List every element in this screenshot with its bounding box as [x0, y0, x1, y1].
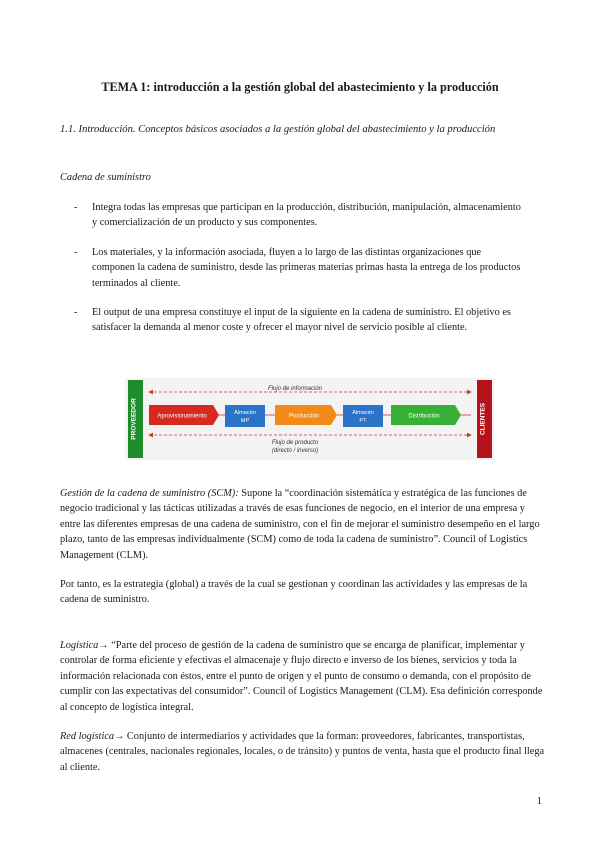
strategy-paragraph: Por tanto, es la estrategia (global) a través de la cual se gestionan y coordinan las actividades y las empresas de la cadena de suministro. [60, 579, 528, 606]
section-subtitle: 1.1. Introducción. Conceptos básicos asociados a la gestión global del abastecimiento y la producción [60, 124, 496, 135]
scm-paragraph [60, 486, 545, 563]
logistics-paragraph [60, 638, 545, 715]
bullet-text: Los materiales, y la información asociada, fluyen a lo largo de las distintas organizaciones que componen la cadena de suministro, desde las primeras materias primas hasta la entrega de los productos terminados al cliente. [92, 247, 521, 289]
stage-label: PT [359, 418, 367, 424]
stage-label: Distribución [408, 413, 440, 420]
bullet-dash: - [74, 247, 78, 258]
product-flow-sublabel: (directo / inverso) [271, 448, 319, 454]
network-text: Conjunto de intermediarios y actividades que la forman: proveedores, fabricantes, transportistas, almacenes (centrales, nacionales regionales, locales, o de tránsito) y puntos de venta, hasta que el producto final llega al cliente. [60, 731, 545, 773]
logistics-term: Logística [60, 640, 99, 651]
bullet-text: El output de una empresa constituye el input de la siguiente en la cadena de suministro. El objetivo es satisfacer la demanda al menor coste y ofrecer el mayor nivel de servicio posible al cliente. [92, 307, 511, 334]
supply-chain-diagram [125, 378, 495, 460]
stage-label: Almacén [352, 410, 374, 416]
bullet-dash: - [74, 202, 78, 213]
network-arrow: → [114, 731, 125, 742]
supplier-label: PROVEEDOR [130, 398, 138, 440]
scm-term: Gestión de la cadena de suministro (SCM): [60, 488, 239, 499]
info-flow-label: Flujo de información [267, 386, 323, 392]
customers-label: CLIENTES [479, 402, 487, 436]
product-flow-label: Flujo de producto [271, 440, 319, 446]
stage-label: Producción [288, 413, 320, 420]
scm-text: Supone la “coordinación sistemática y estratégica de las funciones de negocio tradicional y las tácticas utilizadas a través de esas funciones de negocio, en el interior de una empresa y entre las diferentes empresas de una cadena de suministro, con el fin de mejorar el suministro desempeño en el largo plazo, tanto de las empresas individualmente (SCM) como de toda la cadena de suministro”. Council of Logistics Management (CLM). [60, 488, 540, 561]
logistics-text: “Parte del proceso de gestión de la cadena de suministro que se encarga de planificar, implementar y controlar de forma eficiente y efectivas el almacenaje y flujo directo e inverso de los bienes, servicios y toda la información relacionada con éstos, entre el punto de origen y el punto de consumo o demanda, con el propósito de cumplir con las expectativas del consumidor”. Council of Logistics Management (CLM). Esa definición corresponde al concepto de logística integral. [60, 640, 543, 713]
network-paragraph [60, 729, 545, 775]
section-label: Cadena de suministro [60, 172, 151, 183]
bullet-text: Integra todas las empresas que participan en la producción, distribución, manipulación, almacenamiento y comercialización de un producto y sus componentes. [92, 202, 521, 229]
logistics-arrow: → [98, 640, 109, 651]
page-number: 1 [536, 796, 542, 807]
network-term: Red logística [60, 731, 115, 742]
bullet-item [74, 200, 524, 231]
bullet-dash: - [74, 307, 78, 318]
bullet-item [74, 305, 524, 336]
stage-label: MP [240, 418, 250, 424]
bullet-item [74, 245, 524, 291]
page-title: TEMA 1: introducción a la gestión global del abastecimiento y la producción [101, 80, 499, 94]
stage-label: Aprovisionamiento [157, 413, 207, 420]
stage-label: Almacén [234, 410, 256, 416]
